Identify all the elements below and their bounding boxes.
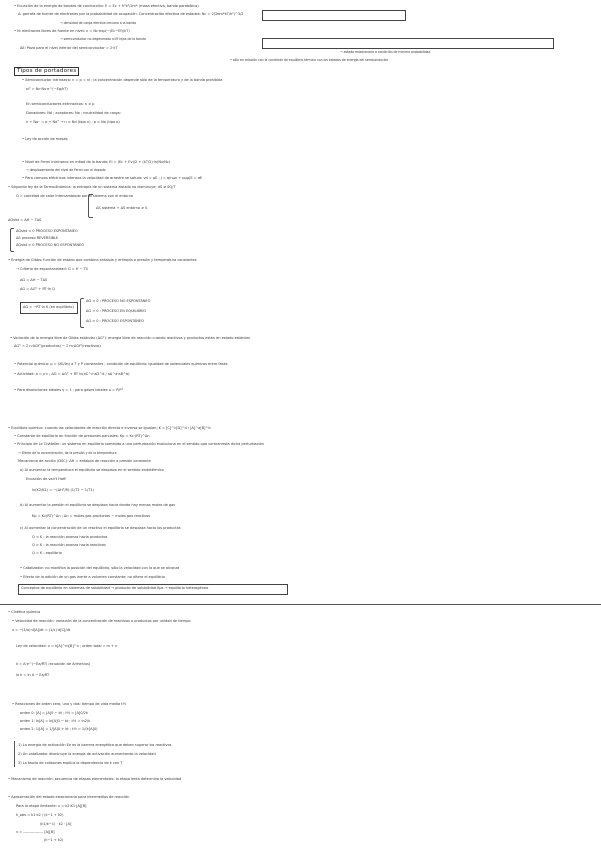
text-line: c) Al aumentar la concentración de un reactivo el equilibrio se desplaza hacia los productos [20,526,181,530]
text-line: ΔS proceso REVERSIBLE [16,236,59,240]
text-line: • Potencial químico: μ = (∂G/∂n) a T y P constantes ; condición de equilibrio: igualdad de potenciales químicos entre fases [14,362,228,366]
section-divider [0,604,601,605]
equation: Kp = Kc(RT)^Δn ; Δn = moles gas productos − moles gas reactivos [32,514,151,518]
brace [88,194,93,218]
equation: v = ---------------- [A][B] [16,830,55,834]
text-line: • Principio de Le Châtelier: un sistema en equilibrio sometido a una perturbación evoluciona en el sentido que contrarresta dicha perturbación [14,442,264,446]
equation: Ley de velocidad: v = k[A]^m[B]^n ; orden total = m + n [16,644,118,648]
margin-bar [14,741,15,767]
text-line: → semiconductor no degenerado si Ef lejos de la banda [60,37,146,41]
equation: ΔG = ΔH − TΔS [20,278,48,282]
text-line: • N: electrones libres de fuente en nivel: n = Nc·exp(−(Ec−Ef)/kT) [14,29,130,33]
text-line: ΔGsist > 0 PROCESO NO ESPONTÁNEO [16,243,85,247]
text-line: Conceptos de equilibrio en sistemas de solubilidad → producto de solubilidad Kps → equilibrio heterogéneo [21,586,209,590]
equation: orden 1: ln[A] = ln[A]0 − kt ; t½ = ln2/k [20,719,91,723]
text-line: • Constante de equilibrio en función de presiones parciales: Kp = Kc·(RT)^Δn [14,434,150,438]
text-line: 2) Un catalizador disminuye la energía de activación aumentando la velocidad [18,752,156,756]
equation: k = A·e^(−Ea/RT) (ecuación de Arrhenius) [16,662,91,666]
text-line: • Segunda ley de la Termodinámica: la entropía de un sistema aislado no disminuye; dS ≥ δQ/T [8,185,176,189]
text-line: 1) La energía de activación Ea es la barrera energética que deben superar los reactivos [18,743,172,747]
text-line: ΔE: Pozo para el nivel inferior del semiconductor = 2·kT [20,46,118,50]
equation: (k1/k−1) · k2 · [A] [40,822,72,826]
text-line: ΔG < 0 : PROCESO NO ESPONTÁNEO [86,299,151,303]
text-line: En semiconductores extrínsecos: n ≠ p [26,102,95,106]
text-line: → densidad de carga efectiva cercana a la banda [60,21,137,25]
text-line: Ecuación de van't Hoff: [26,477,67,481]
brace [80,298,84,328]
text-line: • Reacciones de orden cero, uno y dos: tiempo de vida media t½ [12,702,127,706]
equation: ln(K2/K1) = −(ΔH°/R)·(1/T2 − 1/T1) [32,488,94,492]
text-line: → Efecto de la concentración, de la presión y de la temperatura [18,451,117,455]
text-line: b) Al aumentar la presión el equilibrio se desplaza hacia donde hay menos moles de gas [20,503,176,507]
equation: ΔG° = Σ n·ΔGf°(productos) − Σ m·ΔGf°(reactivos) [14,344,101,348]
brace [10,228,14,252]
text-line: → estado estacionario o condición de mínima probabilidad [340,50,431,54]
equation: • Actividad: a = γ·c ; ΔG = ΔG° + RT ln(aC^c·aD^d / aA^a·aB^b) [14,372,130,376]
boxed-note [262,10,406,21]
text-line: → desplazamiento del nivel de Fermi con el dopado [26,168,106,172]
text-line: Q = K : equilibrio [32,551,62,555]
text-line: • Para campos eléctricos intensos la velocidad de arrastre se satura: vd = μE ; J = q(nμn + pμp)E = σE [22,176,203,180]
text-line: 3) La teoría de colisiones explica la dependencia de k con T [18,761,123,765]
text-line: • Velocidad de reacción: variación de la concentración de reactivos o productos por unidad de tiempo [12,619,191,623]
text-line: • Energía de Gibbs: función de estado que combina entalpía y entropía a presión y temperatura constantes [8,258,197,262]
text-line: • Efecto de la adición de un gas inerte a volumen constante: no altera el equilibrio [20,575,165,579]
equation: ΔG = −RT·ln K (en equilibrio) [23,305,74,309]
text-line: Q > K : la reacción avanza hacia reactivos [32,543,106,547]
text-line: • Semiconductor intrínseco: n = p = ni ; la concentración depende sólo de la temperatura y de la banda prohibida [22,78,223,82]
text-line: • Ley de acción de masas: [22,137,69,141]
equation: orden 2: 1/[A] = 1/[A]0 + kt ; t½ = 1/(k[A]0) [20,727,98,731]
text-line: a) Al aumentar la temperatura el equilibrio se desplaza en el sentido endotérmico [20,468,164,472]
equation: (k−1 + k2) [44,838,64,842]
equation: v = −(1/a)·d[A]/dt = (1/c)·d[C]/dt [12,628,71,632]
text-line: • Para disoluciones ideales γ = 1 ; para gases ideales a = P/P° [14,388,124,392]
text-line: • Mecanismo de reacción: secuencia de etapas elementales; la etapa lenta determina la velocidad [8,777,182,781]
text-line: • Cinética química [8,610,41,614]
equation: Para la etapa limitante: v = k2·K1·[A][B] [16,804,87,808]
equation: ΔGsist = ΔH − TΔS [8,218,42,222]
text-line: • sólo en relación con la condición de equilibrio térmico con los estados de energía del semiconductor [230,58,389,62]
equation: ln k = ln A − Ea/RT [16,673,50,677]
text-line: • Catalizador: no modifica la posición del equilibrio, sólo la velocidad con la que se alcanza [20,566,180,570]
equation: orden 0: [A] = [A]0 − kt ; t½ = [A]0/2k [20,711,88,715]
text-line: ΔG > 0 : PROCESO ESPONTÁNEO [86,319,144,323]
equation: n + Na⁻ = p + Nd⁺ → n ≈ Nd (tipo n) ; p ≈ Na (tipo p) [26,120,120,124]
equation: k_obs = k1·k2 / (k−1 + k2) [16,813,64,817]
text-line: → Criterio de espontaneidad: G = H − TS [16,267,88,271]
text-line: ΔG = 0 : PROCESO EN EQUILIBRIO [86,309,147,313]
text-line: Mecanismo de acción (DSC): ΔH = entalpía de reacción a presión constante [18,459,151,463]
text-line: Q = cantidad de calor intercambiado por el sistema con el entorno [16,194,133,198]
text-line: Q < K : la reacción avanza hacia productos [32,535,108,539]
text-line: • Variación de la energía libre de Gibbs estándar (ΔG°): energía libre de reacción cuando reactivos y productos están en estado estándar [10,336,251,340]
text-line: • Nivel de Fermi intrínseco en mitad de la banda; Ei = (Ec + Ev)/2 + (kT/2)·ln(Nv/Nc) [22,160,171,164]
equation: ΔS sistema + ΔS entorno ≥ 0 [96,206,148,210]
text-line: Δ: garrafa de fuente de electrones por la probabilidad de ocupación. Concentración efectiva de estados: Nc = 2(2πm*kT/h²)^3/2 [18,12,244,16]
text-line: ΔGsist < 0 PROCESO ESPONTÁNEO [16,229,78,233]
equation: ni² = Nc·Nv·e^(−Eg/kT) [26,87,68,91]
equation: ΔG = ΔG° + RT·ln Q [20,287,55,291]
boxed-note [262,38,554,49]
text-line: • Equilibrio químico: cuando las velocidades de reacción directa e inversa se igualan; K = [C]^c[D]^d / [A]^a[B]^b [8,426,211,430]
text-line: Donadores: Nd ; aceptores: Na ; neutralidad de carga: [26,111,121,115]
section-heading: Tipos de portadores [14,67,79,76]
text-line: • Aproximación del estado estacionario para intermedios de reacción [8,795,130,799]
text-line: • Ecuación de la energía de bandas de conducción: E = Ec + ħ²k²/2m* (masa efectiva, banda parabólica) [14,4,199,8]
